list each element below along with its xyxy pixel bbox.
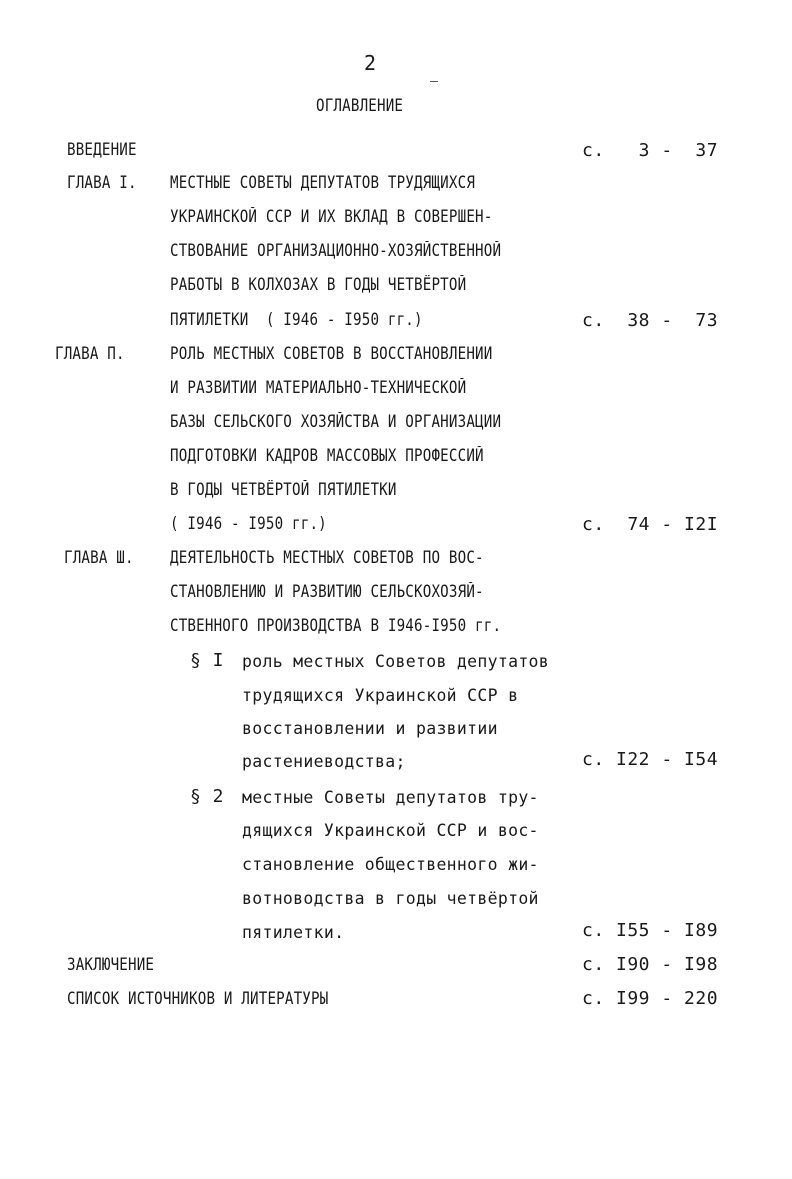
toc-sec1-line: растениеводства; (242, 752, 406, 771)
toc-sec2-pages: с. I55 - I89 (582, 920, 719, 941)
toc-intro-pages: с. 3 - 37 (582, 140, 719, 161)
toc-sec1-pages: с. I22 - I54 (582, 749, 719, 770)
toc-sec2-line: становление общественного жи- (242, 855, 539, 874)
toc-sec2-label: § 2 (190, 786, 225, 807)
page-number: 2 (364, 51, 377, 75)
toc-sec1-line: трудящихся Украинской ССР в (242, 686, 519, 705)
toc-ch2-line: РОЛЬ МЕСТНЫХ СОВЕТОВ В ВОССТАНОВЛЕНИИ (170, 344, 493, 363)
toc-sec1-line: роль местных Советов депутатов (242, 652, 550, 671)
toc-sources-label: СПИСОК ИСТОЧНИКОВ И ЛИТЕРАТУРЫ (67, 989, 329, 1008)
toc-ch1-label: ГЛАВА I. (67, 173, 137, 192)
toc-ch1-line: МЕСТНЫЕ СОВЕТЫ ДЕПУТАТОВ ТРУДЯЩИХСЯ (170, 173, 476, 192)
toc-ch2-label: ГЛАВА П. (55, 344, 125, 363)
toc-sources-pages: с. I99 - 220 (582, 988, 719, 1009)
toc-sec2-line: вотноводства в годы четвёртой (242, 889, 539, 908)
toc-title: ОГЛАВЛЕНИЕ (316, 96, 404, 115)
toc-sec2-line: дящихся Украинской ССР и вос- (242, 821, 539, 840)
toc-ch2-pages: с. 74 - I2I (582, 514, 719, 535)
toc-ch1-line: ПЯТИЛЕТКИ ( I946 - I950 гг.) (170, 310, 423, 329)
scan-mark (430, 81, 438, 82)
toc-sec1-label: § I (190, 650, 225, 671)
toc-ch1-pages: с. 38 - 73 (582, 310, 719, 331)
toc-conclusion-label: ЗАКЛЮЧЕНИЕ (67, 955, 155, 974)
toc-ch2-line: ПОДГОТОВКИ КАДРОВ МАССОВЫХ ПРОФЕССИЙ (170, 446, 484, 465)
toc-sec1-line: восстановлении и развитии (242, 719, 498, 738)
toc-ch1-line: УКРАИНСКОЙ ССР И ИХ ВКЛАД В СОВЕРШЕН- (170, 207, 493, 226)
toc-intro-label: ВВЕДЕНИЕ (67, 140, 137, 159)
toc-sec2-line: пятилетки. (242, 923, 345, 942)
toc-ch3-line: СТВЕННОГО ПРОИЗВОДСТВА В I946-I950 гг. (170, 616, 502, 635)
toc-ch2-line: В ГОДЫ ЧЕТВЁРТОЙ ПЯТИЛЕТКИ (170, 480, 397, 499)
toc-ch2-line: БАЗЫ СЕЛЬСКОГО ХОЗЯЙСТВА И ОРГАНИЗАЦИИ (170, 412, 502, 431)
toc-ch3-line: СТАНОВЛЕНИЮ И РАЗВИТИЮ СЕЛЬСКОХОЗЯЙ- (170, 582, 484, 601)
toc-sec2-line: местные Советы депутатов тру- (242, 788, 539, 807)
toc-ch1-line: СТВОВАНИЕ ОРГАНИЗАЦИОННО-ХОЗЯЙСТВЕННОЙ (170, 241, 502, 260)
toc-ch2-line: ( I946 - I950 гг.) (170, 514, 327, 533)
toc-ch3-label: ГЛАВА Ш. (64, 548, 134, 567)
toc-ch2-line: И РАЗВИТИИ МАТЕРИАЛЬНО-ТЕХНИЧЕСКОЙ (170, 378, 467, 397)
toc-conclusion-pages: с. I90 - I98 (582, 954, 719, 975)
toc-ch3-line: ДЕЯТЕЛЬНОСТЬ МЕСТНЫХ СОВЕТОВ ПО ВОС- (170, 548, 484, 567)
toc-ch1-line: РАБОТЫ В КОЛХОЗАХ В ГОДЫ ЧЕТВЁРТОЙ (170, 275, 467, 294)
